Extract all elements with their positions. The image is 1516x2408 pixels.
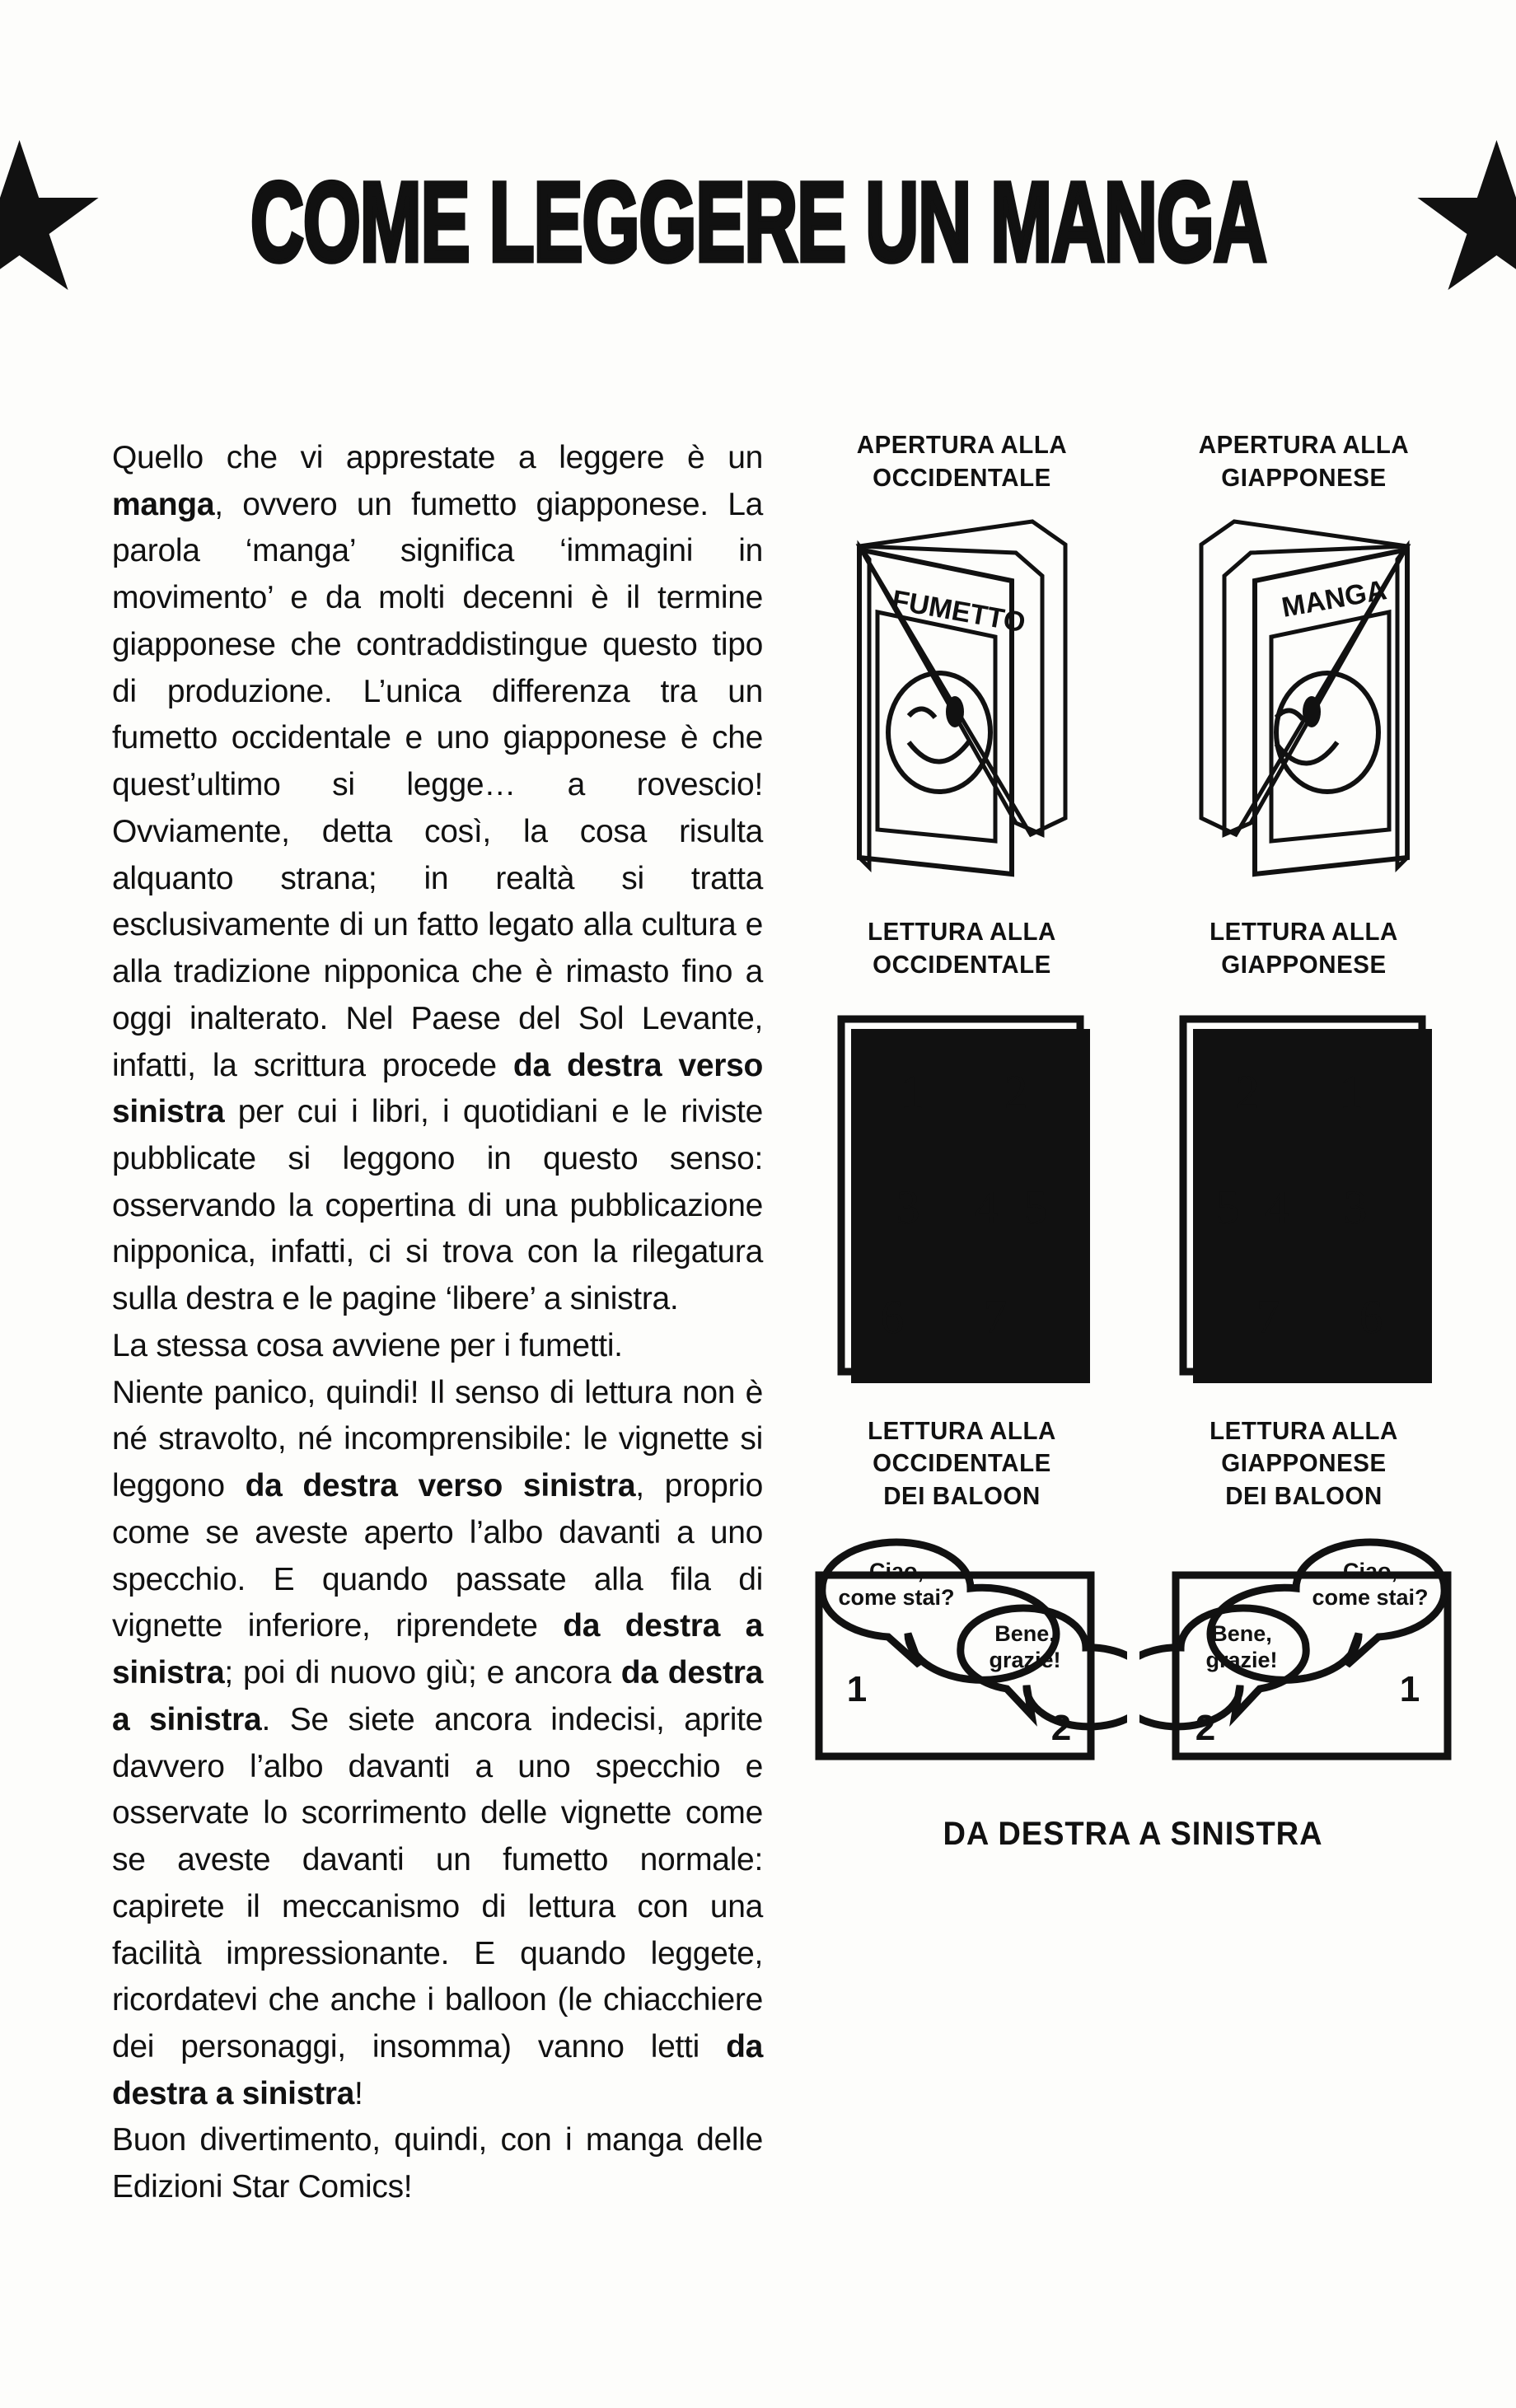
text-run: ; poi di nuovo giù; e ancora xyxy=(224,1655,621,1691)
book-western-wrap xyxy=(791,512,1133,907)
book-manga-illustration xyxy=(1168,512,1440,899)
caption-baloon-occidentale xyxy=(799,1414,1124,1513)
panel-number: 7 xyxy=(1256,1289,1280,1344)
panel-grid-japanese xyxy=(1160,999,1448,1395)
panel-number: 6 xyxy=(1359,1289,1383,1344)
balloon-text: Ciao, xyxy=(1342,1558,1397,1583)
balloon-number: 1 xyxy=(846,1668,867,1709)
caption-line: OCCIDENTALE xyxy=(873,950,1051,980)
balloon-panel-western xyxy=(798,1524,1127,1788)
text-run: La stessa cosa avviene per i fumetti. xyxy=(112,1327,623,1363)
paragraph-2 xyxy=(112,1323,763,1370)
book-cover-title-fumetto: FUMETTO xyxy=(889,584,1027,639)
balloon-number: 2 xyxy=(1195,1707,1215,1748)
grid-western-wrap xyxy=(791,999,1133,1411)
paragraph-1 xyxy=(112,435,763,1323)
balloon-panel-western-wrap xyxy=(791,1524,1133,1796)
panel-number: 1 xyxy=(1339,1064,1363,1119)
heading-apertura-occidentale xyxy=(799,428,1124,493)
panel-grid-illustrations xyxy=(791,999,1475,1411)
caption-lettura-giapponese xyxy=(1141,915,1466,980)
heading-line: GIAPPONESE xyxy=(1221,462,1387,492)
balloon-number: 1 xyxy=(1399,1668,1420,1709)
caption-line: GIAPPONESE xyxy=(1221,1448,1387,1478)
caption-line: LETTURA ALLA xyxy=(868,917,1056,947)
balloon-text: Bene, xyxy=(1210,1620,1272,1646)
bold-run: da destra a sinistra xyxy=(112,1608,763,1691)
heading-line: APERTURA ALLA xyxy=(856,430,1068,459)
balloon-text: grazie! xyxy=(988,1647,1061,1672)
text-run: , ovvero un fumetto giapponese. La parola ‘manga’ significa ‘immagini in movimento’ e da molti decenni è il termine giapponese che contraddistingue questo tipo di produzione. L’unica differenza tra un fumetto occidentale e uno giapponese è che quest’ultimo si legge… a rovescio! Ovviamente, detta così, la cosa risulta alquanto strana; in realtà si tratta esclusivamente di un fatto legato alla cultura e alla tradizione nipponica che è rimasto fino a oggi inalterato. Nel Paese del Sol Levante, infatti, la scrittura procede xyxy=(112,486,763,1083)
caption-line: DEI BALOON xyxy=(883,1481,1041,1511)
heading-line: OCCIDENTALE xyxy=(873,462,1051,492)
caption-line: LETTURA ALLA xyxy=(1210,1415,1398,1445)
balloon-text: Ciao, xyxy=(868,1558,924,1583)
balloon-illustrations xyxy=(791,1524,1475,1796)
panel-number: 3 xyxy=(1343,1180,1367,1234)
page-title: COME LEGGERE UN MANGA xyxy=(250,159,1266,285)
balloon-number: 2 xyxy=(1050,1707,1071,1748)
heading-apertura-giapponese xyxy=(1141,428,1466,493)
bold-run: da destra a sinistra xyxy=(112,2028,763,2111)
bold-run: da destra verso sinistra xyxy=(245,1468,636,1504)
smiley-wink-icon xyxy=(909,709,935,718)
text-run: Buon divertimento, quindi, con i manga delle Edizioni Star Comics! xyxy=(112,2122,763,2205)
book-japanese-wrap xyxy=(1133,512,1475,907)
diagram-column xyxy=(791,428,1475,1853)
caption-line: LETTURA ALLA xyxy=(868,1415,1056,1445)
smiley-eye-icon xyxy=(1303,696,1321,727)
grid-japanese-wrap xyxy=(1133,999,1475,1411)
panel-number: 1 xyxy=(900,1064,924,1119)
paragraph-4 xyxy=(112,2117,763,2210)
text-run: Niente panico, quindi! Il senso di lettura non è né stravolto, né incomprensibile: le vignette si leggono xyxy=(112,1374,763,1504)
panel-number: 2 xyxy=(1004,1064,1027,1119)
panel-number: 4 xyxy=(1265,1180,1289,1234)
book-cover-title-manga: MANGA xyxy=(1279,574,1389,624)
opening-headings xyxy=(791,428,1475,493)
balloon-panel-japanese-wrap xyxy=(1133,1524,1475,1796)
text-run: Quello che vi apprestate a leggere è un xyxy=(112,440,763,475)
smiley-mouth-icon xyxy=(909,741,970,762)
caption-line: LETTURA ALLA xyxy=(1210,917,1398,947)
book-fumetto-illustration xyxy=(826,512,1098,899)
caption-line: OCCIDENTALE xyxy=(873,1448,1051,1478)
text-run: per cui i libri, i quotidiani e le riviste pubblicate si leggono in questo senso: osservando la copertina di una pubblicazione nipponica, infatti, ci si trova con la rilegatura sulla destra e le pagine ‘libere’ a sinistra. xyxy=(112,1094,763,1317)
balloon-panel-japanese xyxy=(1139,1524,1469,1788)
heading-line: APERTURA ALLA xyxy=(1198,430,1410,459)
panel-number: 2 xyxy=(1235,1064,1259,1119)
balloon-reading-captions xyxy=(791,1414,1475,1513)
text-run: ! xyxy=(354,2075,363,2111)
panel-number: 7 xyxy=(983,1289,1007,1344)
panel-number: 3 xyxy=(896,1180,919,1234)
panel-number: 4 xyxy=(974,1180,998,1234)
caption-baloon-giapponese xyxy=(1141,1414,1466,1513)
panel-grid-western xyxy=(818,999,1107,1395)
caption-lettura-occidentale xyxy=(799,915,1124,980)
bold-run: manga xyxy=(112,486,215,522)
star-icon-right xyxy=(1414,140,1516,305)
star-icon-left xyxy=(0,140,102,305)
panel-number: 6 xyxy=(880,1289,904,1344)
caption-line: DEI BALOON xyxy=(1225,1481,1383,1511)
text-run: , proprio come se aveste aperto l’albo davanti a uno specchio. E quando passate alla fila di vignette inferiore, riprendete xyxy=(112,1468,763,1644)
text-run: . Se siete ancora indecisi, aprite davvero l’albo davanti a uno specchio e osservate lo scorrimento delle vignette come se aveste davanti un fumetto normale: capirete il meccanismo di lettura con una facilità impressionante. E quando leggete, ricordatevi che anche i balloon (le chiacchiere dei personaggi, insomma) vanno letti xyxy=(112,1701,763,2064)
caption-line: GIAPPONESE xyxy=(1221,950,1387,980)
panel-number: 5 xyxy=(1215,1180,1239,1234)
paragraph-3 xyxy=(112,1370,763,2118)
balloon-text: come stai? xyxy=(837,1584,955,1610)
article-body xyxy=(112,435,763,2211)
balloon-text: grazie! xyxy=(1205,1647,1278,1672)
bold-run: da destra a sinistra xyxy=(112,1655,763,1737)
balloon-text: Bene, xyxy=(994,1620,1055,1646)
balloon-text: come stai? xyxy=(1311,1584,1429,1610)
book-illustrations xyxy=(791,512,1475,907)
bold-run: da destra verso sinistra xyxy=(112,1047,764,1130)
reading-captions xyxy=(791,915,1475,980)
smiley-eye-icon xyxy=(946,696,964,727)
panel-number: 5 xyxy=(1023,1180,1047,1234)
footer-caption: DA DESTRA A SINISTRA xyxy=(943,1815,1323,1852)
page-header xyxy=(0,124,1516,321)
